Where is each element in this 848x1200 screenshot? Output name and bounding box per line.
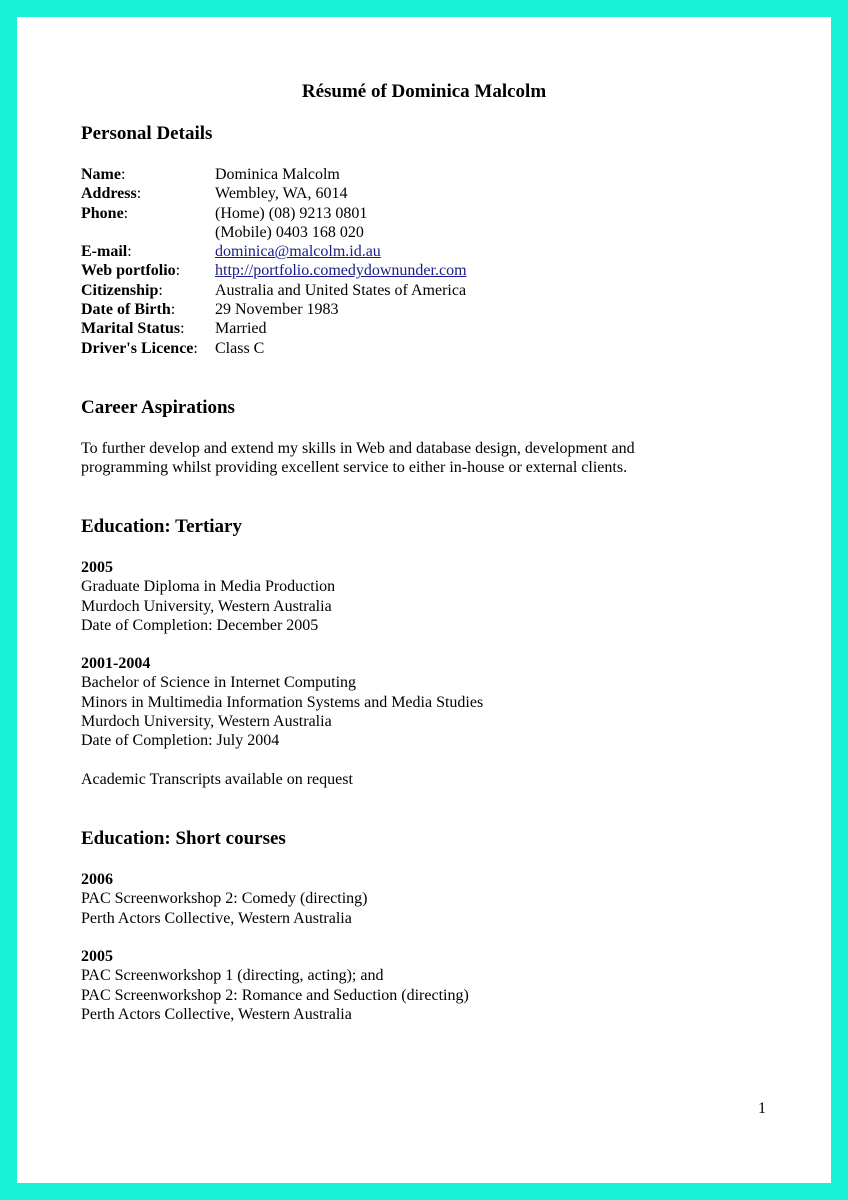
career-aspirations-heading: Career Aspirations — [81, 397, 235, 418]
page-number: 1 — [758, 1100, 766, 1117]
tertiary-entry-2001-2004: 2001-2004 Bachelor of Science in Internet Computing Minors in Multimedia Information Systems and Media Studies Murdoch University, Western Australia Date of Completion: July 2004 — [81, 655, 484, 750]
email-link[interactable]: dominica@malcolm.id.au — [215, 243, 381, 261]
transcripts-note: Academic Transcripts available on request — [81, 771, 353, 788]
detail-label: Address — [81, 185, 137, 203]
detail-value: (Home) (08) 9213 0801 — [215, 204, 368, 222]
entry-year: 2005 — [81, 948, 113, 965]
entry-year: 2001-2004 — [81, 655, 151, 672]
detail-value: 29 November 1983 — [215, 301, 339, 319]
document-title: Résumé of Dominica Malcolm — [301, 81, 547, 102]
detail-label: Driver's Licence — [81, 339, 194, 357]
detail-row-address: Address: Wembley, WA, 6014 — [81, 185, 348, 203]
detail-row-phone: Phone: (Home) (08) 9213 0801 — [81, 204, 368, 222]
detail-row-mobile — [81, 223, 467, 242]
detail-row-web-portfolio: Web portfolio: http://portfolio.comedydownunder.com — [81, 262, 467, 280]
detail-label: Marital Status — [81, 320, 181, 338]
personal-details-heading: Personal Details — [81, 123, 213, 144]
portfolio-link[interactable]: http://portfolio.comedydownunder.com — [215, 262, 467, 280]
tertiary-entry-2005: 2005 Graduate Diploma in Media Production Murdoch University, Western Australia Date of Completion: December 2005 — [81, 559, 336, 634]
detail-label: Web portfolio — [81, 262, 176, 280]
detail-value: Married — [215, 320, 267, 338]
detail-label: Citizenship — [81, 281, 159, 299]
detail-value: Wembley, WA, 6014 — [215, 185, 348, 203]
short-course-entry-2006: 2006 PAC Screenworkshop 2: Comedy (directing) Perth Actors Collective, Western Australia — [81, 871, 368, 927]
detail-value: Australia and United States of America — [215, 281, 467, 299]
education-short-courses-heading: Education: Short courses — [81, 828, 286, 849]
detail-row-email: E-mail: dominica@malcolm.id.au — [81, 243, 381, 261]
resume-page — [17, 17, 831, 1183]
detail-label: E-mail — [81, 243, 128, 261]
detail-row-marital-status: Marital Status: Married — [81, 320, 267, 338]
detail-label: Phone — [81, 204, 124, 222]
detail-label: Name — [81, 166, 121, 183]
detail-row-name: Name: Dominica Malcolm — [81, 166, 340, 183]
education-tertiary-heading: Education: Tertiary — [81, 516, 242, 537]
short-course-entry-2005: 2005 PAC Screenworkshop 1 (directing, acting); and PAC Screenworkshop 2: Romance and Seduction (directing) Perth Actors Collective, Western Australia — [81, 948, 469, 1023]
detail-row-citizenship: Citizenship: Australia and United States of America — [81, 281, 467, 299]
career-aspirations-text: To further develop and extend my skills in Web and database design, development and programming whilst providing excellent service to either in-house or external clients. — [81, 440, 635, 477]
entry-year: 2006 — [81, 871, 113, 888]
detail-row-date-of-birth: Date of Birth: 29 November 1983 — [81, 301, 339, 319]
detail-row-drivers-licence: Driver's Licence: Class C — [81, 339, 265, 357]
entry-year: 2005 — [81, 559, 113, 576]
detail-value: (Mobile) 0403 168 020 — [215, 223, 364, 241]
detail-value: Dominica Malcolm — [215, 166, 340, 183]
detail-label: Date of Birth — [81, 301, 171, 319]
detail-value: Class C — [215, 339, 265, 357]
personal-details-list — [81, 165, 467, 358]
